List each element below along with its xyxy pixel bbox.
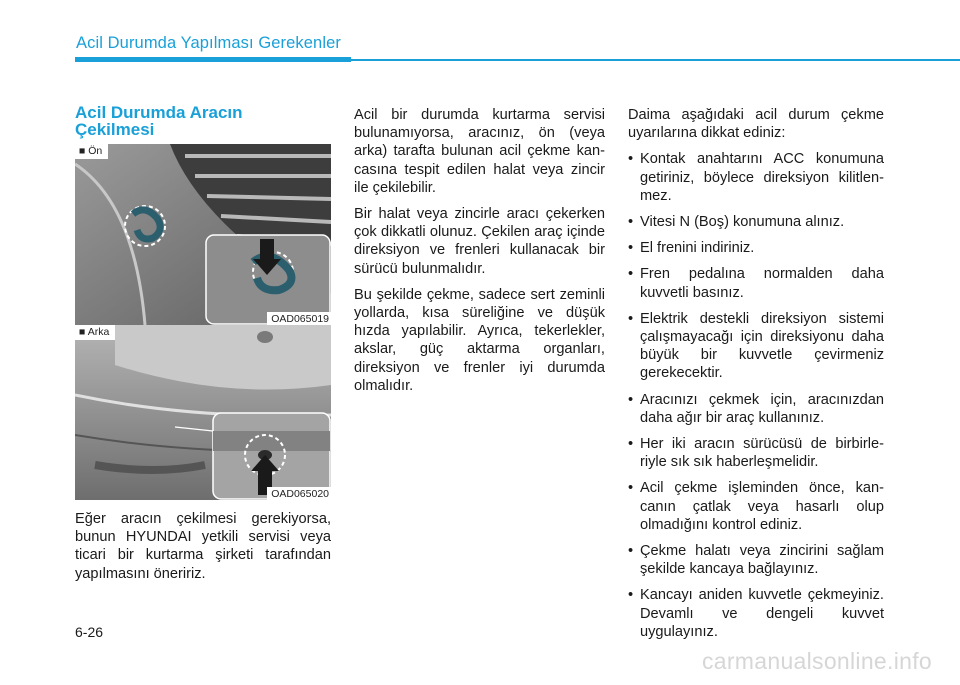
header-rule (351, 59, 960, 61)
list-item: • Aracınızı çekmek için, aracınızdan daha ağır bir araç kullanınız. (628, 391, 884, 427)
col3-intro: Daima aşağıdaki acil durum çekme uyarılarına dikkat ediniz: (628, 107, 884, 142)
watermark: carmanualsonline.info (701, 648, 932, 674)
rear-figure-code: OAD065020 (267, 487, 331, 500)
front-tow-hook-figure (75, 144, 331, 325)
list-item: • Vitesi N (Boş) konumuna alınız. (628, 213, 884, 231)
list-item: • Elektrik destekli direksiyon sistemi çalışmayacağı için direksiyonu daha büyük bir kuvvetle çevirmeniz gerekecektir. (628, 310, 884, 383)
column-3 (628, 106, 884, 649)
filled-square-icon: ■ (79, 145, 86, 157)
col2-paragraph-2: Bir halat veya zincirle aracı çekerken çok dikkatli olunuz. Çekilen araç içinde direksiyon ve frenleri kullanacak bir sürücü bulunmalıdır. (354, 206, 605, 277)
front-bumper-illustration (75, 144, 331, 325)
column-2 (354, 106, 605, 403)
col2-paragraph-3: Bu şekilde çekme, sadece sert zeminli yollarda, kısa süreliğine ve düşük hızda yapılabilir. Ayrıca, tekerlekler, akslar, güç aktarma organları, direksiyon ve frenler iyi durumda olmalıdır. (354, 286, 605, 394)
page-number: 6-26 (75, 624, 104, 640)
section-title (75, 104, 315, 138)
list-item: • Her iki aracın sürücüsü de birbirleriyle sık sık haberleşmelidir. (628, 435, 884, 471)
towing-warnings-list (628, 150, 884, 641)
header-title: Acil Durumda Yapılması Gerekenler (76, 34, 341, 52)
section-title-line1: Acil Durumda Aracın (75, 103, 243, 122)
list-item: • El frenini indiriniz. (628, 239, 884, 257)
header-accent-bar (75, 57, 351, 62)
col2-paragraph-1: Acil bir durumda kurtarma servisi bulunamıyorsa, aracınız, ön (veya arka) tarafta bulunan acil çekme kancasına tespit edilen halat veya zincir ile çekilebilir. (354, 107, 605, 196)
col1-paragraph: Eğer aracın çekilmesi gerekiyorsa, bunun HYUNDAI yetkili servisi veya ticari bir kurtarma şirketi tarafından yapılmasını öneririz. (75, 511, 331, 582)
column-1 (75, 510, 331, 591)
rear-bumper-illustration (75, 325, 331, 500)
list-item: • Fren pedalına normalden daha kuvvetli basınız. (628, 265, 884, 301)
filled-square-icon: ■ (79, 326, 86, 338)
list-item: • Kancayı aniden kuvvetle çekmeyiniz. Devamlı ve dengeli kuvvet uygulayınız. (628, 586, 884, 641)
section-title-line2: Çekilmesi (75, 120, 155, 139)
rear-figure-tag (75, 325, 115, 340)
front-figure-label: Ön (88, 145, 103, 157)
list-item: • Çekme halatı veya zincirini sağlam şekilde kancaya bağlayınız. (628, 542, 884, 578)
front-figure-code: OAD065019 (267, 312, 331, 325)
list-item: • Acil çekme işleminden önce, kancanın çatlak veya hasarlı olup olmadığını kontrol ediniz. (628, 479, 884, 534)
rear-figure-label: Arka (87, 326, 110, 338)
front-figure-tag (75, 144, 108, 159)
rear-tow-hook-figure (75, 325, 331, 500)
list-item: • Kontak anahtarını ACC konumuna getiriniz, böylece direksiyon kilitlenmez. (628, 150, 884, 205)
